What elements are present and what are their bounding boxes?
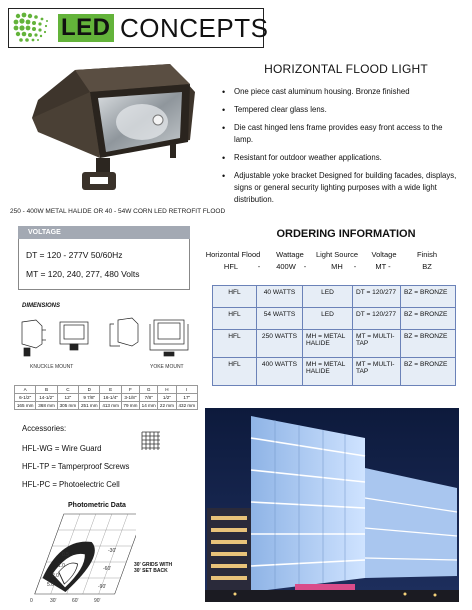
table-cell: 432 mm (176, 402, 197, 410)
table-cell: DT = 120/277 (353, 308, 401, 330)
table-row (15, 402, 198, 410)
photometric-note-line: 30' SET BACK (134, 568, 168, 574)
feature-item: • Adjustable yoke bracket Designed for building facades, displays, signs or general security lighting purposes with a wide light distribution. (222, 170, 462, 206)
table-row (15, 394, 198, 402)
table-cell: BZ = BRONZE (401, 330, 456, 358)
table-cell: 14 mm (140, 402, 158, 410)
photometric-axis-label: 0 (30, 598, 33, 604)
order-header-source: Light Source (315, 250, 359, 259)
table-cell: BZ = BRONZE (401, 286, 456, 308)
table-cell: MH = METAL HALIDE (303, 330, 353, 358)
table-cell: 3-1/8" (121, 394, 139, 402)
photometric-title: Photometric Data (68, 502, 126, 509)
photometric-axis-label: -30' (108, 548, 117, 554)
table-row (213, 286, 456, 308)
table-cell: MT = MULTI-TAP (353, 330, 401, 358)
table-cell: D (79, 386, 100, 394)
table-cell: 368 mm (36, 402, 57, 410)
table-cell: H (158, 386, 176, 394)
order-header-finish: Finish (416, 250, 437, 259)
table-cell: 14-1/2" (36, 394, 57, 402)
table-row (15, 386, 198, 394)
table-cell: 250 WATTS (257, 330, 303, 358)
photometric-label: 1.0 (58, 563, 65, 569)
table-cell: 54 WATTS (257, 308, 303, 330)
photometric-label: 2.0 (52, 573, 59, 579)
order-separator: - (257, 262, 261, 271)
knuckle-mount-label: KNUCKLE MOUNT (30, 364, 74, 370)
table-cell: 9 7/8" (79, 394, 100, 402)
voltage-heading: VOLTAGE (18, 226, 190, 239)
table-cell: 400 WATTS (257, 358, 303, 386)
table-cell: HFL (213, 286, 257, 308)
accessory-item: HFL-PC = Photoelectric Cell (22, 480, 120, 489)
table-cell: 6-1/2" (15, 394, 36, 402)
table-cell: 305 mm (57, 402, 78, 410)
order-value-type: HFL (223, 262, 239, 271)
table-cell: BZ = BRONZE (401, 308, 456, 330)
order-value-voltage: MT - (375, 262, 391, 271)
flood-light-fixture-image (20, 62, 210, 202)
accessories-title: Accessories: (22, 424, 67, 433)
table-cell: I (176, 386, 197, 394)
table-cell: MT = MULTI-TAP (353, 358, 401, 386)
table-row (213, 330, 456, 358)
table-row (213, 358, 456, 386)
table-cell: HFL (213, 330, 257, 358)
table-cell: F (121, 386, 139, 394)
order-value-finish: BZ (422, 262, 432, 271)
table-cell: 22 mm (158, 402, 176, 410)
table-cell: 165 mm (15, 402, 36, 410)
feature-item: • Tempered clear glass lens. (222, 104, 462, 116)
order-value-source: MH (331, 262, 343, 271)
photometric-label: 0.5 (62, 552, 69, 558)
feature-item: • Resistant for outdoor weather applications. (222, 152, 462, 164)
table-row (213, 308, 456, 330)
table-cell: C (57, 386, 78, 394)
table-cell: B (36, 386, 57, 394)
yoke-mount-label: YOKE MOUNT (150, 364, 184, 370)
order-separator: - (303, 262, 307, 271)
table-cell: 1/2" (158, 394, 176, 402)
table-cell: G (140, 386, 158, 394)
photometric-axis-label: 90' (94, 598, 101, 604)
table-cell: E (100, 386, 121, 394)
table-cell: 40 WATTS (257, 286, 303, 308)
table-cell: 16-1/4" (100, 394, 121, 402)
product-caption: 250 - 400W METAL HALIDE OR 40 - 54W CORN LED RETROFIT FLOOD (10, 208, 226, 215)
feature-item: • One piece cast aluminum housing. Bronze finished (222, 86, 462, 98)
photometric-diagram (26, 508, 136, 608)
voltage-dt: DT = 120 - 277V 50/60Hz (26, 250, 123, 260)
feature-list (222, 86, 462, 212)
voltage-mt: MT = 120, 240, 277, 480 Volts (26, 269, 140, 279)
order-header-type: Horizontal Flood (205, 250, 261, 259)
photometric-axis-label: 30' (50, 598, 57, 604)
wire-guard-icon (140, 430, 162, 452)
page-title: HORIZONTAL FLOOD LIGHT (264, 62, 428, 76)
table-cell: 7/8" (140, 394, 158, 402)
table-cell: 17" (176, 394, 197, 402)
accessory-item: HFL-WG = Wire Guard (22, 444, 102, 453)
ordering-table (212, 285, 456, 386)
photometric-axis-label: -60' (103, 566, 112, 572)
order-header-wattage: Wattage (276, 250, 304, 259)
table-cell: LED (303, 286, 353, 308)
table-cell: A (15, 386, 36, 394)
logo-concepts-text: CONCEPTS (120, 13, 269, 43)
logo-dots-icon (12, 12, 52, 44)
feature-item: • Die cast hinged lens frame provides easy front access to the lamp. (222, 122, 462, 146)
order-value-wattage: 400W (276, 262, 296, 271)
photometric-note (134, 562, 172, 574)
photometric-axis-label: 60' (72, 598, 79, 604)
accessory-item: HFL-TP = Tamperproof Screws (22, 462, 130, 471)
table-cell: 12" (57, 394, 78, 402)
table-cell: DT = 120/277 (353, 286, 401, 308)
order-header-voltage: Voltage (371, 250, 397, 259)
photometric-label: 5.0 (47, 582, 54, 588)
photometric-axis-label: -90' (98, 584, 107, 590)
dimensions-table (14, 385, 198, 410)
table-cell: 251 mm (79, 402, 100, 410)
table-cell: BZ = BRONZE (401, 358, 456, 386)
dimensions-title: DIMENSIONS (22, 303, 61, 309)
ordering-title: ORDERING INFORMATION (276, 228, 416, 240)
order-separator: - (353, 262, 357, 271)
building-night-photo (205, 408, 459, 602)
logo-led-text: LED (58, 14, 114, 42)
table-cell: LED (303, 308, 353, 330)
photometric-note-line: 30' GRIDS WITH (134, 562, 173, 568)
table-cell: 79 mm (121, 402, 139, 410)
table-cell: HFL (213, 308, 257, 330)
table-cell: MH = METAL HALIDE (303, 358, 353, 386)
table-cell: HFL (213, 358, 257, 386)
table-cell: 413 mm (100, 402, 121, 410)
